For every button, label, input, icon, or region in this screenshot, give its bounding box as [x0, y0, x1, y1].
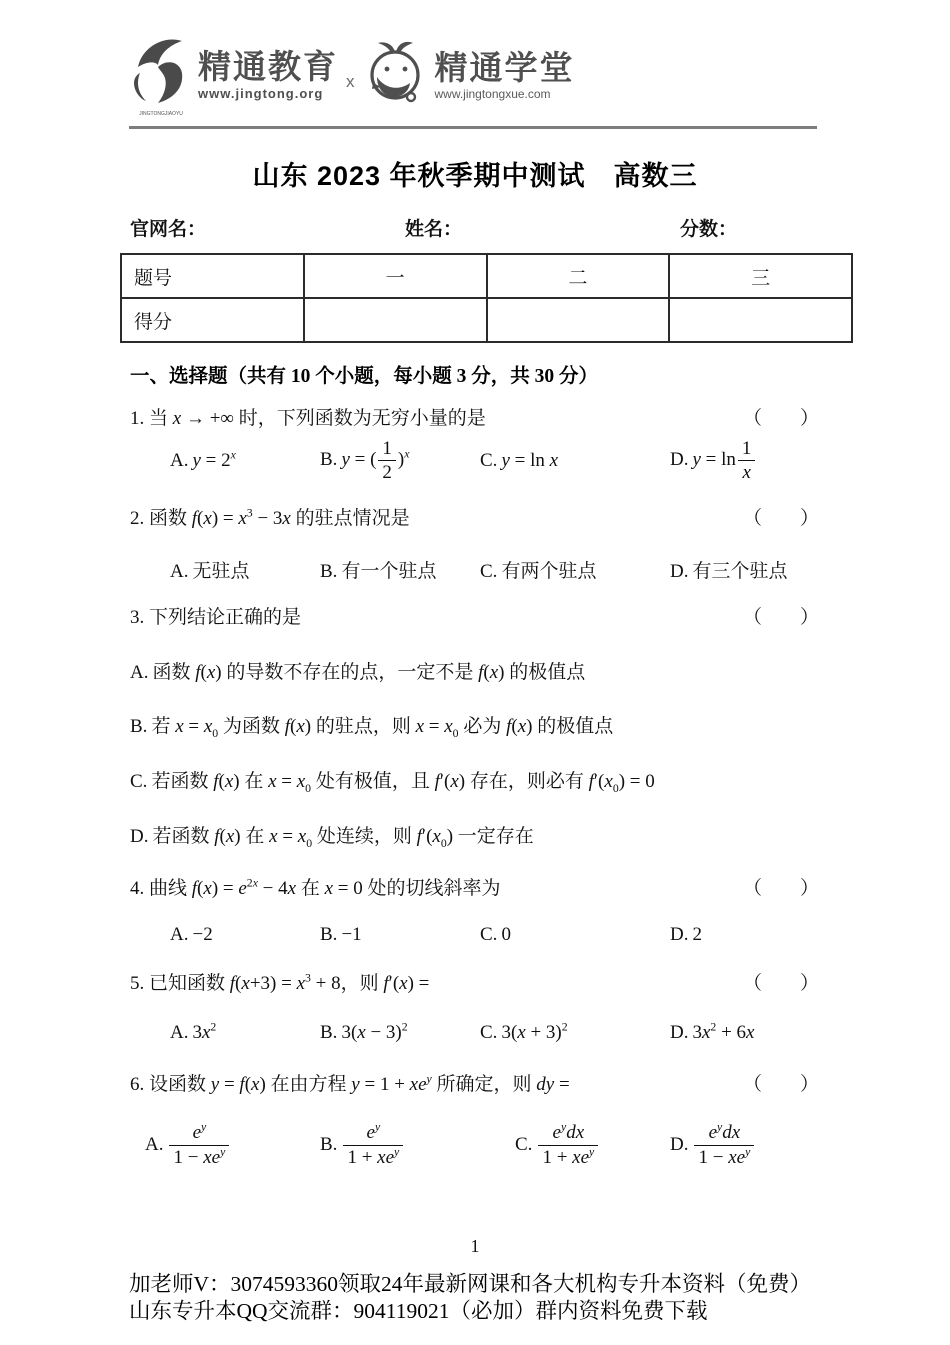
question-4-stem: 4. 曲线 $f(x) = e^{2x} - 4x$ 在 x = 0 处的切线斜率为: [130, 876, 501, 900]
header-divider-line: [129, 126, 817, 129]
footer-promo: [129, 1271, 860, 1325]
cell-section-two: 二: [487, 254, 670, 298]
jingtong-xuetang-logo: [365, 39, 575, 111]
question-2-stem: 2. 函数 $f(x) = x^3 - 3x$ 的驻点情况是: [130, 507, 410, 530]
question-5-answer-bracket: （ ）: [742, 972, 819, 994]
question-3-option-C: C. 若函数 f(x) 在 $x = x_0$ 处有极值，且 f′(x) 存在，则必有 $f'(x_0) = 0$: [130, 770, 655, 795]
table-row-score: [121, 298, 852, 342]
page-title: 山东 2023 年秋季期中测试 高数三: [252, 161, 698, 191]
question-6-option-D: D. $\frac{e^ydx}{1 - xe^y}$: [670, 1122, 853, 1169]
question-5: [130, 971, 853, 1045]
question-5-options: [130, 1022, 853, 1044]
question-6-option-C: C. $\frac{e^ydx}{1 + xe^y}$: [515, 1122, 670, 1169]
question-1-option-C: C. y = ln x: [480, 449, 559, 471]
question-5-option-B: B. $3(x - 3)^2$: [320, 1021, 408, 1044]
jingtong-mark-caption: JINGTONGJIAOYU: [139, 111, 183, 117]
question-3: [130, 605, 853, 849]
cell-score-one: [304, 298, 487, 342]
cell-question-number-label: 题号: [121, 254, 304, 298]
question-5-option-D: D. $3x^2 + 6x$: [670, 1021, 755, 1044]
question-1-options: [130, 438, 853, 485]
whale-mascot-icon: [365, 39, 429, 111]
question-2-option-A: A. 无驻点: [170, 560, 250, 582]
question-3-option-B: B. 若 $x = x_0$ 为函数 f(x) 的驻点，则 $x = x_0$ 必为 f(x) 的极值点: [130, 716, 614, 741]
jingtong-education-wordmark: 精通教育: [198, 48, 338, 85]
question-1-option-D: D. y = ln $\frac{1}{x}$: [670, 438, 853, 485]
question-6-stem: 6. 设函数 y = f(x) 在由方程 $y = 1 + xe^y$ 所确定，则 dy =: [130, 1073, 570, 1096]
cell-score-two: [487, 298, 670, 342]
questions-list: [130, 406, 853, 1169]
question-4-option-A: A. −2: [170, 923, 213, 945]
question-1-answer-bracket: （ ）: [742, 408, 819, 429]
question-2: [130, 506, 853, 583]
cell-score-label: 得分: [121, 298, 304, 342]
question-1: [130, 406, 853, 484]
question-5-stem: 5. 已知函数 $f(x+3) = x^3 + 8$，则 f′(x) =: [130, 971, 430, 994]
header-logo-row: [0, 0, 950, 117]
question-6: [130, 1072, 853, 1168]
page-number: 1: [470, 1236, 480, 1256]
jingtong-education-logo: [130, 33, 338, 117]
jingtong-swoosh-icon: [130, 33, 192, 117]
student-name-label: 姓名：: [405, 219, 463, 240]
table-row-question-number: [121, 254, 852, 298]
question-4: [130, 876, 853, 946]
question-4-option-D: D. 2: [670, 923, 702, 945]
question-3-options: [130, 660, 853, 850]
score-label: 分数：: [680, 219, 738, 240]
question-1-stem: 1. 当 x → +∞ 时，下列函数为无穷小量的是: [130, 408, 486, 429]
section-1-heading: 一、选择题（共有 10 个小题，每小题 3 分，共 30 分）: [130, 366, 599, 387]
question-3-stem: 3. 下列结论正确的是: [130, 606, 302, 628]
question-4-answer-bracket: （ ）: [742, 878, 819, 900]
question-6-answer-bracket: （ ）: [742, 1074, 819, 1096]
question-2-options: [130, 556, 853, 583]
score-table: [120, 253, 853, 343]
info-row: [130, 214, 853, 241]
question-4-option-B: B. −1: [320, 923, 362, 945]
cell-section-one: 一: [304, 254, 487, 298]
question-3-option-A: A. 函数 f(x) 的导数不存在的点，一定不是 f(x) 的极值点: [130, 661, 586, 683]
question-5-option-C: C. $3(x + 3)^2$: [480, 1021, 568, 1044]
jingtong-xuetang-wordmark: 精通学堂: [434, 48, 575, 86]
question-5-option-A: A. $3x^2$: [170, 1021, 217, 1044]
footer-line-2: 山东专升本QQ交流群：904119021（必加）群内资料免费下载: [129, 1298, 708, 1323]
question-2-answer-bracket: （ ）: [742, 508, 819, 530]
question-3-option-D: D. 若函数 f(x) 在 $x = x_0$ 处连续，则 $f'(x_0)$ 一定存在: [130, 825, 534, 850]
question-6-option-A: A. $\frac{e^y}{1 - xe^y}$: [145, 1122, 320, 1169]
question-4-option-C: C. 0: [480, 923, 511, 945]
question-1-option-B: B. y = ( $\frac{1}{2}$ )$^x$: [320, 437, 410, 484]
jingtong-xuetang-url: www.jingtongxue.com: [434, 86, 551, 101]
cell-section-three: 三: [669, 254, 852, 298]
site-name-label: 官网名：: [130, 219, 207, 240]
jingtong-education-url: www.jingtong.org: [198, 86, 324, 101]
question-1-option-A: A. $y = 2^x$: [170, 448, 236, 471]
question-4-options: [130, 924, 853, 946]
question-6-option-B: B. $\frac{e^y}{1 + xe^y}$: [320, 1122, 515, 1169]
footer-line-1: 加老师V：3074593360领取24年最新网课和各大机构专升本资料（免费）: [129, 1272, 812, 1296]
question-6-options: [130, 1122, 853, 1169]
question-2-option-D: D. 有三个驻点: [670, 560, 788, 582]
logo-x-separator: x: [346, 72, 355, 91]
cell-score-three: [669, 298, 852, 342]
question-2-option-C: C. 有两个驻点: [480, 560, 597, 582]
question-3-answer-bracket: （ ）: [742, 606, 819, 628]
question-2-option-B: B. 有一个驻点: [320, 560, 437, 582]
